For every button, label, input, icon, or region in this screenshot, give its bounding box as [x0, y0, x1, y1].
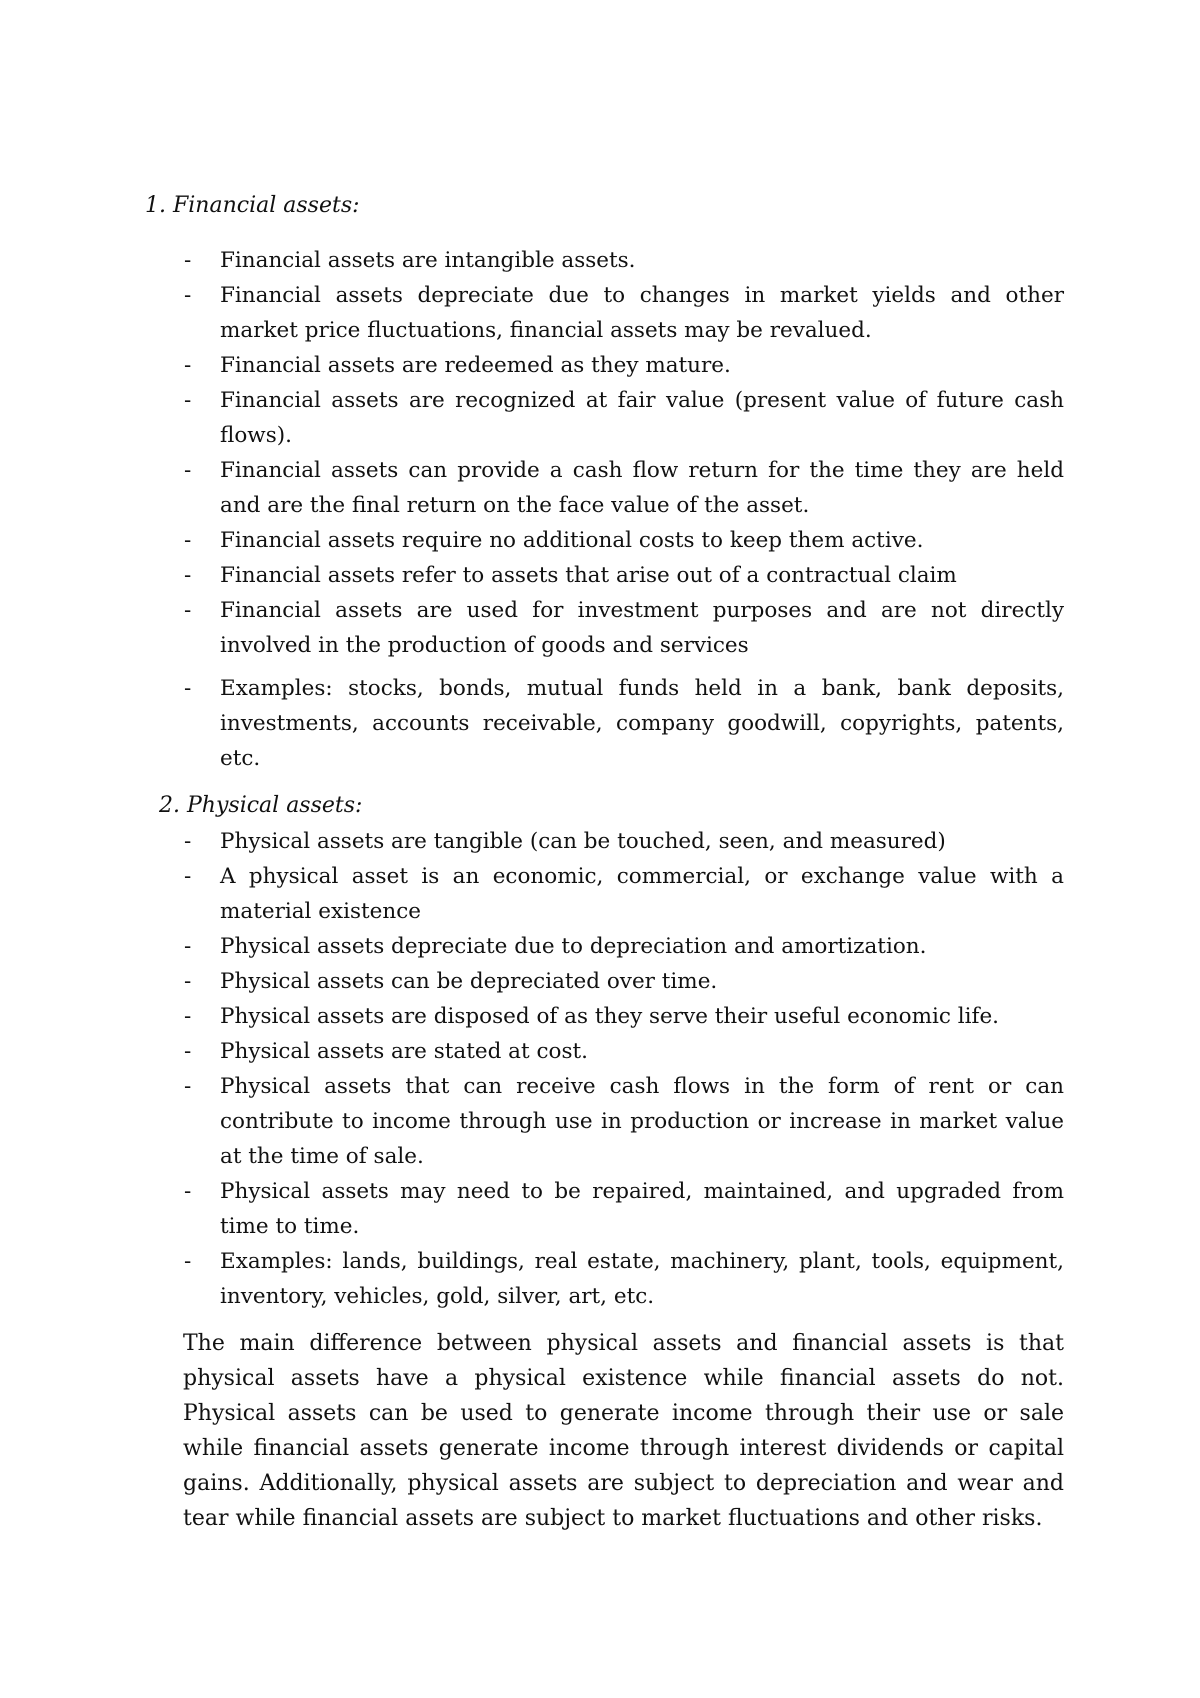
list-item-text: Financial assets refer to assets that arise out of a contractual claim [220, 563, 957, 588]
section-heading-physical-assets [159, 789, 362, 823]
list-item [184, 453, 1064, 523]
bullet-dash: - [184, 563, 192, 588]
list-item [184, 859, 1064, 929]
list-item [184, 1034, 1064, 1069]
bullet-dash: - [184, 934, 192, 959]
list-item [184, 593, 1064, 663]
bullet-dash: - [184, 1249, 192, 1274]
section-title: Financial assets: [173, 193, 360, 218]
list-item [184, 523, 1064, 558]
list-item-text: A physical asset is an economic, commercial, or exchange value with a material existence [220, 864, 1064, 924]
list-item-text: Physical assets can be depreciated over time. [220, 969, 718, 994]
list-item [184, 1069, 1064, 1174]
list-item-text: Financial assets are redeemed as they mature. [220, 353, 731, 378]
list-item [184, 558, 1064, 593]
physical-assets-list [184, 824, 1064, 1314]
list-item-text: Financial assets require no additional costs to keep them active. [220, 528, 924, 553]
list-item-text: Physical assets may need to be repaired, maintained, and upgraded from time to time. [220, 1179, 1064, 1239]
list-item-text: Financial assets can provide a cash flow return for the time they are held and are the final return on the face value of the asset. [220, 458, 1064, 518]
list-item [184, 1174, 1064, 1244]
bullet-dash: - [184, 1004, 192, 1029]
bullet-dash: - [184, 1039, 192, 1064]
list-item [184, 348, 1064, 383]
list-item [184, 824, 1064, 859]
list-item [184, 243, 1064, 278]
bullet-dash: - [184, 676, 192, 701]
bullet-dash: - [184, 1179, 192, 1204]
list-item-text: Physical assets are disposed of as they serve their useful economic life. [220, 1004, 1000, 1029]
list-item-text: Physical assets are tangible (can be touched, seen, and measured) [220, 829, 946, 854]
section-heading-financial-assets [145, 189, 360, 223]
list-item-text: Physical assets depreciate due to depreciation and amortization. [220, 934, 927, 959]
list-item [184, 671, 1064, 776]
list-item-text: Examples: lands, buildings, real estate, machinery, plant, tools, equipment, inventory, vehicles, gold, silver, art, etc. [220, 1249, 1064, 1309]
list-item-text: Examples: stocks, bonds, mutual funds held in a bank, bank deposits, investments, accounts receivable, company goodwill, copyrights, patents, etc. [220, 676, 1064, 771]
bullet-dash: - [184, 829, 192, 854]
list-item [184, 1244, 1064, 1314]
list-item-text: Financial assets are recognized at fair value (present value of future cash flows). [220, 388, 1064, 448]
list-item-text: Financial assets depreciate due to changes in market yields and other market price fluctuations, financial assets may be revalued. [220, 283, 1064, 343]
list-item-text: Financial assets are used for investment purposes and are not directly involved in the production of goods and services [220, 598, 1064, 658]
list-item [184, 999, 1064, 1034]
list-item-text: Financial assets are intangible assets. [220, 248, 636, 273]
summary-paragraph: The main difference between physical assets and financial assets is that physical assets have a physical existence while financial assets do not. Physical assets can be used to generate income through their use or sale while financial assets generate income through interest dividends or capital gains. Additionally, physical assets are subject to depreciation and wear and tear while financial assets are subject to market fluctuations and other risks. [183, 1331, 1064, 1531]
list-item-text: Physical assets that can receive cash flows in the form of rent or can contribute to income through use in production or increase in market value at the time of sale. [220, 1074, 1064, 1169]
bullet-dash: - [184, 1074, 192, 1099]
bullet-dash: - [184, 248, 192, 273]
financial-assets-list [184, 243, 1064, 776]
bullet-dash: - [184, 458, 192, 483]
section-number: 2. [159, 793, 180, 818]
list-item [184, 929, 1064, 964]
bullet-dash: - [184, 353, 192, 378]
list-item [184, 278, 1064, 348]
section-title: Physical assets: [187, 793, 363, 818]
list-item [184, 383, 1064, 453]
bullet-dash: - [184, 969, 192, 994]
section-number: 1. [145, 193, 166, 218]
bullet-dash: - [184, 864, 192, 889]
list-item-text: Physical assets are stated at cost. [220, 1039, 588, 1064]
bullet-dash: - [184, 283, 192, 308]
list-item [184, 964, 1064, 999]
bullet-dash: - [184, 388, 192, 413]
bullet-dash: - [184, 528, 192, 553]
bullet-dash: - [184, 598, 192, 623]
